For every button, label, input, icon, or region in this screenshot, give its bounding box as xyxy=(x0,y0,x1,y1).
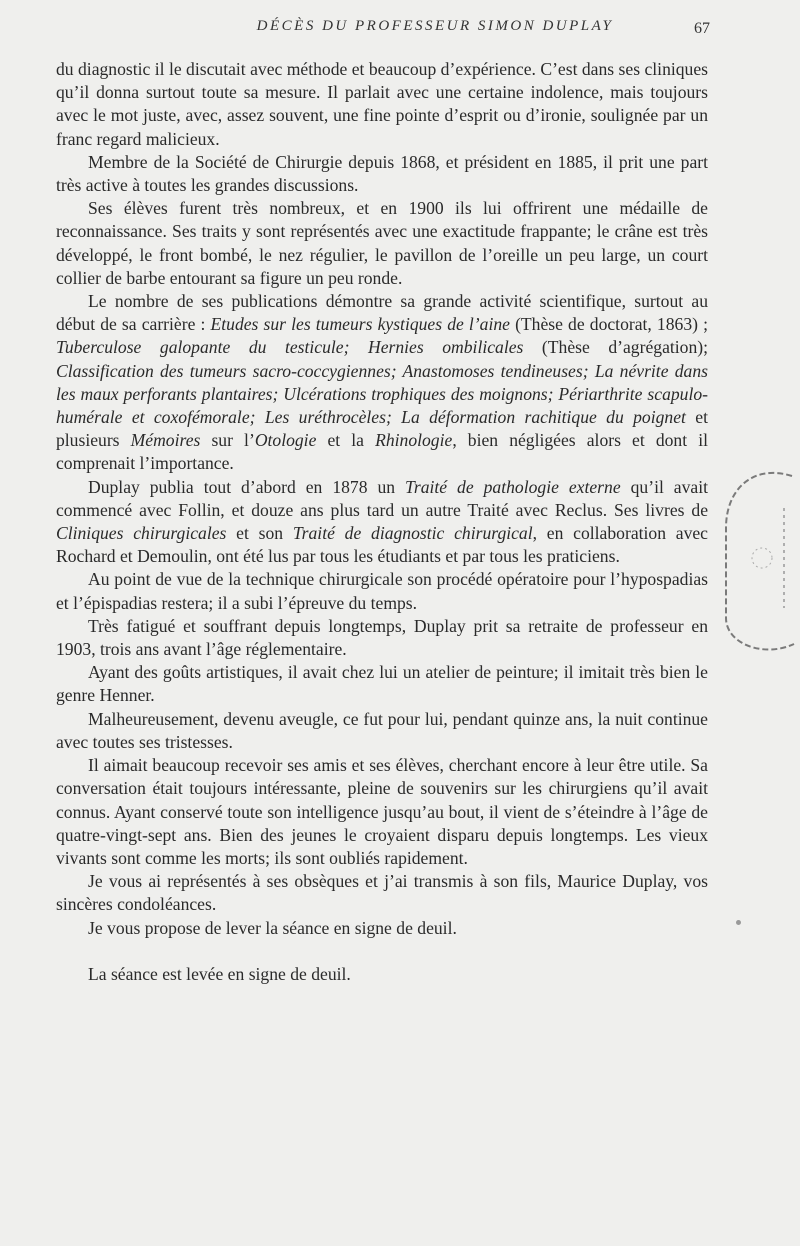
italic-title: Otologie xyxy=(254,430,317,451)
text-run: et son xyxy=(226,523,293,544)
text-run: , en collaboration avec Rochard et Demoulin, ont été lus par tous les étudiants et par tous les praticiens. xyxy=(56,523,708,567)
text-run: Duplay publia tout d’abord en 1878 un xyxy=(88,476,406,497)
italic-title: Traité de pathologie externe xyxy=(405,476,621,497)
text-run: Il aimait beaucoup recevoir ses amis et ses élèves, cherchant encore à leur être utile. Sa conversation était toujours intéressante, pleine de souvenirs sur les chirurgiens qu’il avait connus. Ayant conservé toute son intelligence jusqu’au bout, il vient de s’éteindre à l’âge de quatre-vingt-sept ans. Bien des jeunes le croyaient disparu depuis longtemps. Les vieux vivants sont comme les morts; ils sont oubliés rapidement. xyxy=(56,755,708,868)
italic-title: Etudes sur les tumeurs kystiques de l’aine xyxy=(210,314,510,335)
text-run: Je vous ai représentés à ses obsèques et j’ai transmis à son fils, Maurice Duplay, vos sincères condoléances. xyxy=(56,871,708,915)
text-run: Au point de vue de la technique chirurgicale son procédé opératoire pour l’hypospadias et l’épispadias restera; il a subi l’épreuve du temps. xyxy=(56,569,708,613)
paragraph xyxy=(56,754,708,870)
italic-title: Tuberculose galopante du testicule; Hernies ombilicales xyxy=(56,337,524,358)
running-title: DÉCÈS DU PROFESSEUR SIMON DUPLAY xyxy=(256,18,614,34)
paper-speck xyxy=(736,920,741,925)
paragraph xyxy=(56,870,708,916)
text-run: Ayant des goûts artistiques, il avait chez lui un atelier de peinture; il imitait très bien le genre Henner. xyxy=(56,662,708,706)
text-run: et la xyxy=(316,430,376,451)
italic-title: Classification des tumeurs sacro-coccygiennes; Anastomoses tendineuses; La névrite dans les maux perforants plantaires; Ulcérations trophiques des moignons; Périarthrite scapulo-humérale et coxofémorale; Les uréthrocèles; La déformation rachitique du poignet xyxy=(56,360,708,428)
text-run: (Thèse de doctorat, 1863) ; xyxy=(509,314,708,335)
italic-title: Cliniques chirurgicales xyxy=(56,523,227,544)
paragraph xyxy=(56,151,708,197)
italic-title: Mémoires xyxy=(130,430,201,451)
text-run: Le nombre de ses publications démontre sa grande activité scientifique, surtout au début de sa carrière : xyxy=(56,291,708,335)
paragraph xyxy=(56,963,708,986)
paragraph xyxy=(56,661,708,707)
text-run: sur l’ xyxy=(200,430,255,451)
paragraph xyxy=(56,568,708,614)
text-run: qu’il avait commencé avec Follin, et douze ans plus tard un autre Traité avec Reclus. Ses livres de xyxy=(56,476,709,520)
page-number: 67 xyxy=(694,20,710,37)
paragraph xyxy=(56,197,708,290)
text-run: Membre de la Société de Chirurgie depuis 1868, et président en 1885, il prit une part très active à toutes les grandes discussions. xyxy=(56,151,708,196)
library-stamp xyxy=(714,468,798,658)
paragraph xyxy=(56,476,708,569)
paragraph xyxy=(56,917,708,940)
text-run: et plusieurs xyxy=(56,407,708,451)
text-run: Je vous propose de lever la séance en signe de deuil. xyxy=(88,917,457,938)
paragraph-gap xyxy=(56,940,708,963)
italic-title: Rhinologie xyxy=(375,430,453,451)
paragraph xyxy=(56,58,708,151)
text-run: La séance est levée en signe de deuil. xyxy=(88,963,351,984)
body-text xyxy=(56,58,708,986)
text-run: Très fatigué et souffrant depuis longtemps, Duplay prit sa retraite de professeur en 1903, trois ans avant l’âge réglementaire. xyxy=(56,615,708,660)
text-run: Ses élèves furent très nombreux, et en 1900 ils lui offrirent une médaille de reconnaissance. Ses traits y sont représentés avec une exactitude frappante; le crâne est très développé, le front bombé, le nez régulier, le pavillon de l’oreille un peu large, un court collier de barbe entourant sa figure un peu ronde. xyxy=(56,198,708,288)
italic-title: Traité de diagnostic chirurgical xyxy=(292,523,533,544)
text-run: Malheureusement, devenu aveugle, ce fut pour lui, pendant quinze ans, la nuit continue avec toutes ses tristesses. xyxy=(56,708,708,752)
paragraph xyxy=(56,708,708,754)
text-run: (Thèse d’agrégation); xyxy=(523,337,708,358)
paragraph xyxy=(56,290,708,476)
paragraph xyxy=(56,615,708,661)
text-run: , bien négligées alors et dont il comprenait l’importance. xyxy=(56,430,708,474)
text-run: du diagnostic il le discutait avec méthode et beaucoup d’expérience. C’est dans ses cliniques qu’il donna surtout toute sa mesure. Il parlait avec une certaine indolence, mais toujours avec le mot juste, avec, assez souvent, une fine pointe d’esprit ou d’ironie, soulignée par un franc regard malicieux. xyxy=(56,59,708,149)
